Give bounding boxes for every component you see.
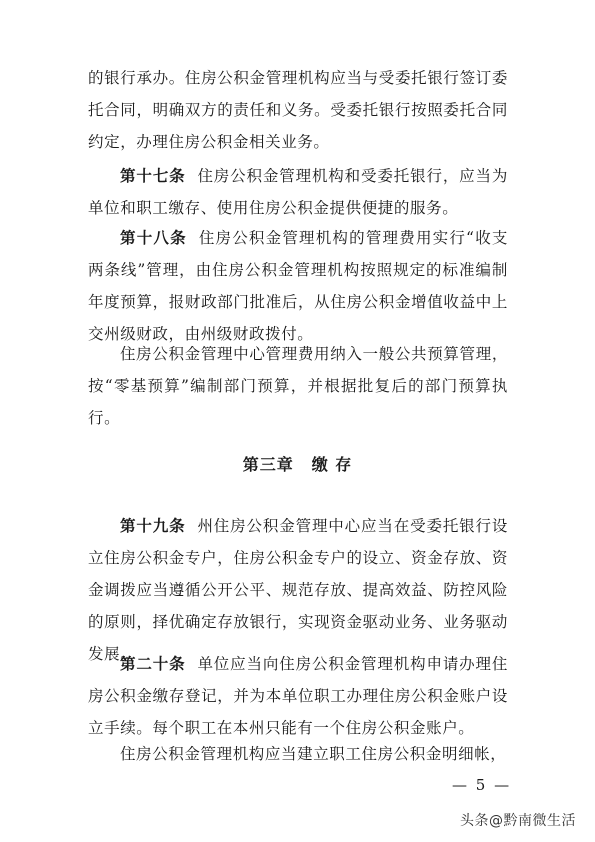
- article-heading: 第二十条: [120, 655, 186, 673]
- chapter-title: 缴 存: [311, 455, 353, 474]
- paragraph-text: 住房公积金管理机构应当建立职工住房公积金明细帐，: [120, 745, 507, 763]
- article-text: 州住房公积金管理中心应当在受委托银行设立住房公积金专户，住房公积金专户的设立、资金存放、资金调拨应当遵循公开公平、规范存放、提高效益、防控风险的原则，择优确定存放银行，实现资金驱动业务、业务驱动发展。: [88, 517, 508, 663]
- article-18: [88, 222, 508, 350]
- article-text: 单位应当向住房公积金管理机构申请办理住房公积金缴存登记，并为本单位职工办理住房公积金账户设立手续。每个职工在本州只能有一个住房公积金账户。: [88, 655, 508, 737]
- paragraph-text: 住房公积金管理中心管理费用纳入一般公共预算管理，按“零基预算”编制部门预算，并根据批复后的部门预算执行。: [88, 345, 508, 427]
- article-19: [88, 510, 508, 670]
- article-heading: 第十八条: [120, 229, 187, 247]
- article-text: 住房公积金管理机构的管理费用实行“收支两条线”管理，由住房公积金管理机构按照规定的标准编制年度预算，报财政部门批准后，从住房公积金增值收益中上交州级财政，由州级财政拨付。: [88, 229, 508, 343]
- watermark-at: @: [489, 813, 504, 829]
- article-heading: 第十七条: [120, 167, 186, 185]
- watermark-account: 黔南微生活: [503, 813, 576, 829]
- article-heading: 第十九条: [120, 517, 186, 535]
- article-text: 住房公积金管理机构和受委托银行，应当为单位和职工缴存、使用住房公积金提供便捷的服务。: [88, 167, 508, 217]
- article-17: [88, 160, 508, 224]
- chapter-heading: [0, 452, 595, 475]
- watermark-source: 头条: [460, 813, 489, 829]
- paragraph-ledger: [88, 738, 508, 770]
- article-20: [88, 648, 508, 744]
- paragraph-budget: [88, 338, 508, 434]
- page-number: — 5 —: [452, 776, 512, 794]
- paragraph-text: 的银行承办。住房公积金管理机构应当与受委托银行签订委托合同，明确双方的责任和义务。受委托银行按照委托合同约定，办理住房公积金相关业务。: [88, 69, 508, 151]
- chapter-number: 第三章: [242, 455, 294, 474]
- paragraph-continuation: [88, 62, 508, 158]
- watermark: [460, 810, 576, 830]
